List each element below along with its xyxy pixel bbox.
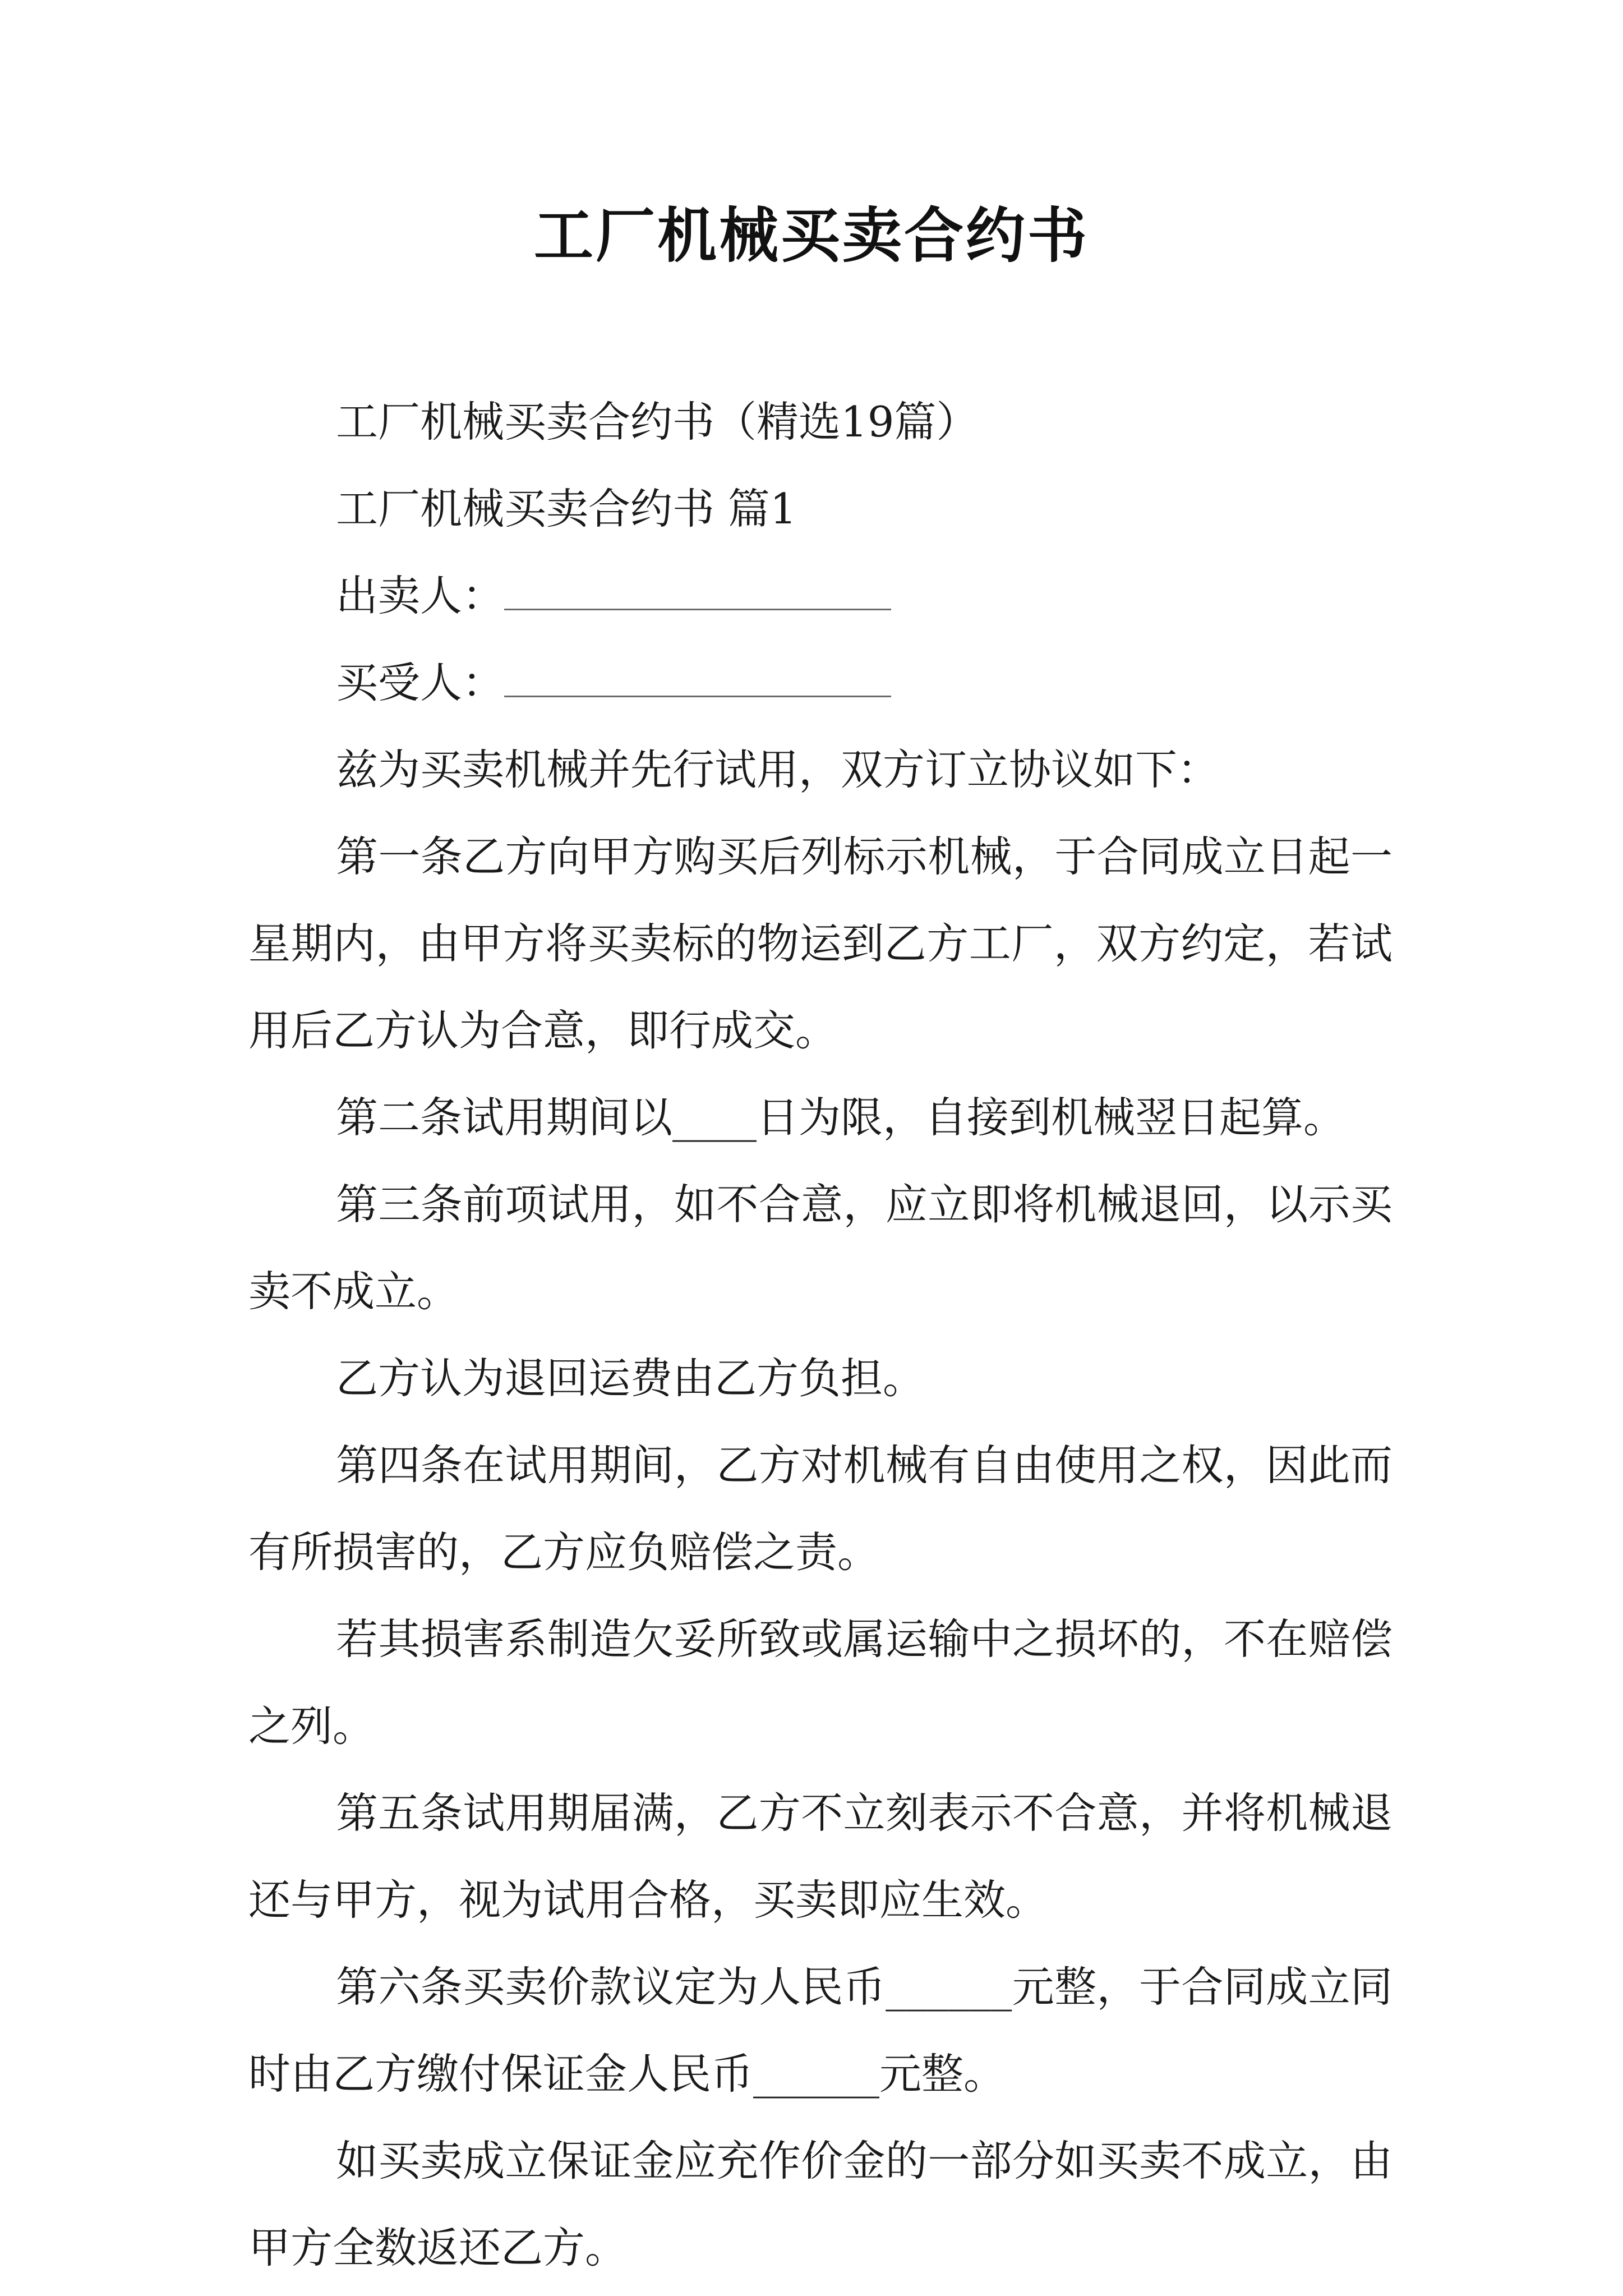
buyer-blank bbox=[504, 662, 891, 697]
clause-5: 第五条试用期届满，乙方不立刻表示不合意，并将机械退还与甲方，视为试用合格，买卖即应生效。 bbox=[248, 1788, 1393, 1925]
clause-intro: 兹为买卖机械并先行试用，双方订立协议如下： bbox=[336, 745, 1220, 794]
clause-6-note: 如买卖成立保证金应充作价金的一部分如买卖不成立，由甲方全数返还乙方。 bbox=[248, 2136, 1393, 2272]
clause-3: 第三条前项试用，如不合意，应立即将机械退回，以示买卖不成立。 bbox=[248, 1180, 1393, 1316]
clause-6: 第六条买卖价款议定为人民币______元整，于合同成立同时由乙方缴付保证金人民币______元整。 bbox=[248, 1962, 1393, 2099]
clause-3-note: 乙方认为退回运费由乙方负担。 bbox=[336, 1354, 925, 1403]
seller-line bbox=[248, 553, 1393, 639]
buyer-line bbox=[248, 639, 1393, 726]
document-body bbox=[248, 379, 1393, 2292]
document-title: 工厂机械买卖合约书 bbox=[534, 200, 1089, 270]
buyer-label: 买受人： bbox=[336, 658, 505, 707]
seller-label: 出卖人： bbox=[336, 571, 505, 620]
clause-4: 第四条在试用期间，乙方对机械有自由使用之权，因此而有所损害的，乙方应负赔偿之责。 bbox=[248, 1441, 1393, 1577]
clause-2: 第二条试用期间以____日为限，自接到机械翌日起算。 bbox=[336, 1093, 1346, 1142]
section-heading: 工厂机械买卖合约书 篇1 bbox=[336, 484, 797, 533]
clause-1: 第一条乙方向甲方购买后列标示机械，于合同成立日起一星期内，由甲方将买卖标的物运到乙方工厂，双方约定，若试用后乙方认为合意，即行成交。 bbox=[248, 832, 1393, 1055]
clause-4-note: 若其损害系制造欠妥所致或属运输中之损坏的，不在赔偿之列。 bbox=[248, 1614, 1393, 1751]
seller-blank bbox=[504, 575, 891, 610]
subtitle: 工厂机械买卖合约书（精选19篇） bbox=[336, 397, 979, 447]
